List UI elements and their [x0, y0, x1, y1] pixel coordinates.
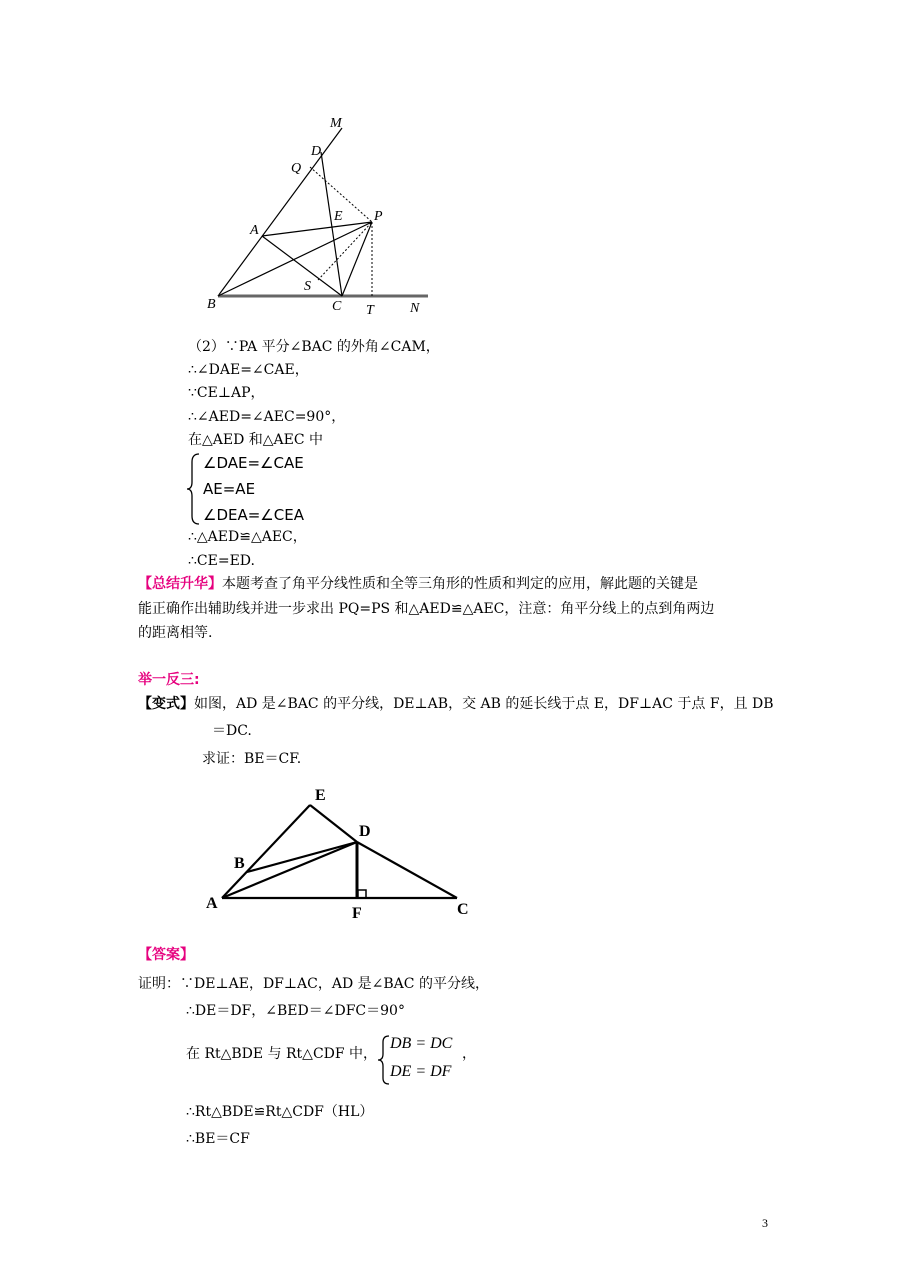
summary-text2: 能正确作出辅助线并进一步求出 PQ=PS 和△AED≌△AEC，注意：角平分线上的点到角两边 — [138, 601, 715, 617]
label2-F: F — [352, 905, 362, 922]
label2-E: E — [315, 787, 326, 804]
answer-line2: ∴DE＝DF，∠BED＝∠DFC＝90° — [186, 1003, 405, 1019]
variant-text2: ＝DC. — [212, 723, 252, 739]
proof2-sys2: AE=AE — [203, 480, 256, 498]
label2-C: C — [457, 901, 469, 918]
page-number: 3 — [762, 1216, 768, 1230]
answer-line1: 证明：∵DE⊥AE，DF⊥AC，AD 是∠BAC 的平分线， — [138, 976, 489, 992]
summary-text1: 本题考查了角平分线性质和全等三角形的性质和判定的应用，解此题的关键是 — [222, 576, 698, 592]
answer-line5: ∴BE＝CF — [186, 1131, 250, 1147]
geometry-figure-1 — [200, 110, 440, 320]
label-N: N — [410, 301, 420, 316]
left-brace-2 — [377, 1034, 391, 1086]
geometry-figure-2 — [200, 780, 490, 925]
answer-sys1: DB = DC — [390, 1035, 453, 1052]
summary-line1 — [138, 575, 698, 593]
proof2-line5: 在△AED 和△AEC 中 — [188, 432, 324, 448]
variant-text1: 如图，AD 是∠BAC 的平分线，DE⊥AB，交 AB 的延长线于点 E，DF⊥AC 于点 F，且 DB — [194, 696, 774, 712]
proof2-line3: ∵CE⊥AP， — [188, 385, 265, 401]
variant-line1 — [138, 695, 774, 713]
label-S: S — [304, 279, 311, 294]
answer-sys-end: ， — [462, 1046, 476, 1062]
proof2-line2: ∴∠DAE=∠CAE， — [188, 362, 309, 378]
proof2-line6: ∴△AED≌△AEC， — [188, 529, 307, 545]
label2-B: B — [234, 855, 245, 872]
proof2-sys1: ∠DAE=∠CAE — [203, 454, 304, 472]
label-Q: Q — [291, 161, 302, 176]
proof2-line7: ∴CE=ED. — [188, 553, 255, 569]
label-C: C — [332, 299, 342, 314]
proof2-line1: （2）∵PA 平分∠BAC 的外角∠CAM， — [188, 339, 440, 355]
label-B: B — [207, 297, 216, 312]
answer-sys2: DE = DF — [390, 1063, 452, 1080]
answer-line3: 在 Rt△BDE 与 Rt△CDF 中， — [186, 1046, 378, 1062]
proof2-sys3: ∠DEA=∠CEA — [203, 506, 304, 524]
summary-text3: 的距离相等. — [138, 625, 213, 641]
summary-tag: 【总结升华】 — [138, 576, 222, 592]
label-A: A — [250, 223, 259, 238]
label-P: P — [374, 209, 383, 224]
label-E: E — [334, 209, 343, 224]
variant-text3: 求证：BE＝CF. — [202, 751, 302, 767]
label-D: D — [311, 144, 322, 159]
label-T: T — [366, 303, 374, 318]
variant-heading: 举一反三: — [138, 672, 200, 688]
label-M: M — [330, 116, 342, 131]
answer-tag: 【答案】 — [138, 947, 194, 963]
label2-A: A — [206, 895, 218, 912]
variant-tag: 【变式】 — [138, 696, 194, 712]
label2-D: D — [359, 823, 371, 840]
answer-line4: ∴Rt△BDE≌Rt△CDF（HL） — [186, 1104, 374, 1120]
proof2-line4: ∴∠AED=∠AEC=90°， — [188, 409, 346, 425]
left-brace-1 — [186, 452, 202, 526]
